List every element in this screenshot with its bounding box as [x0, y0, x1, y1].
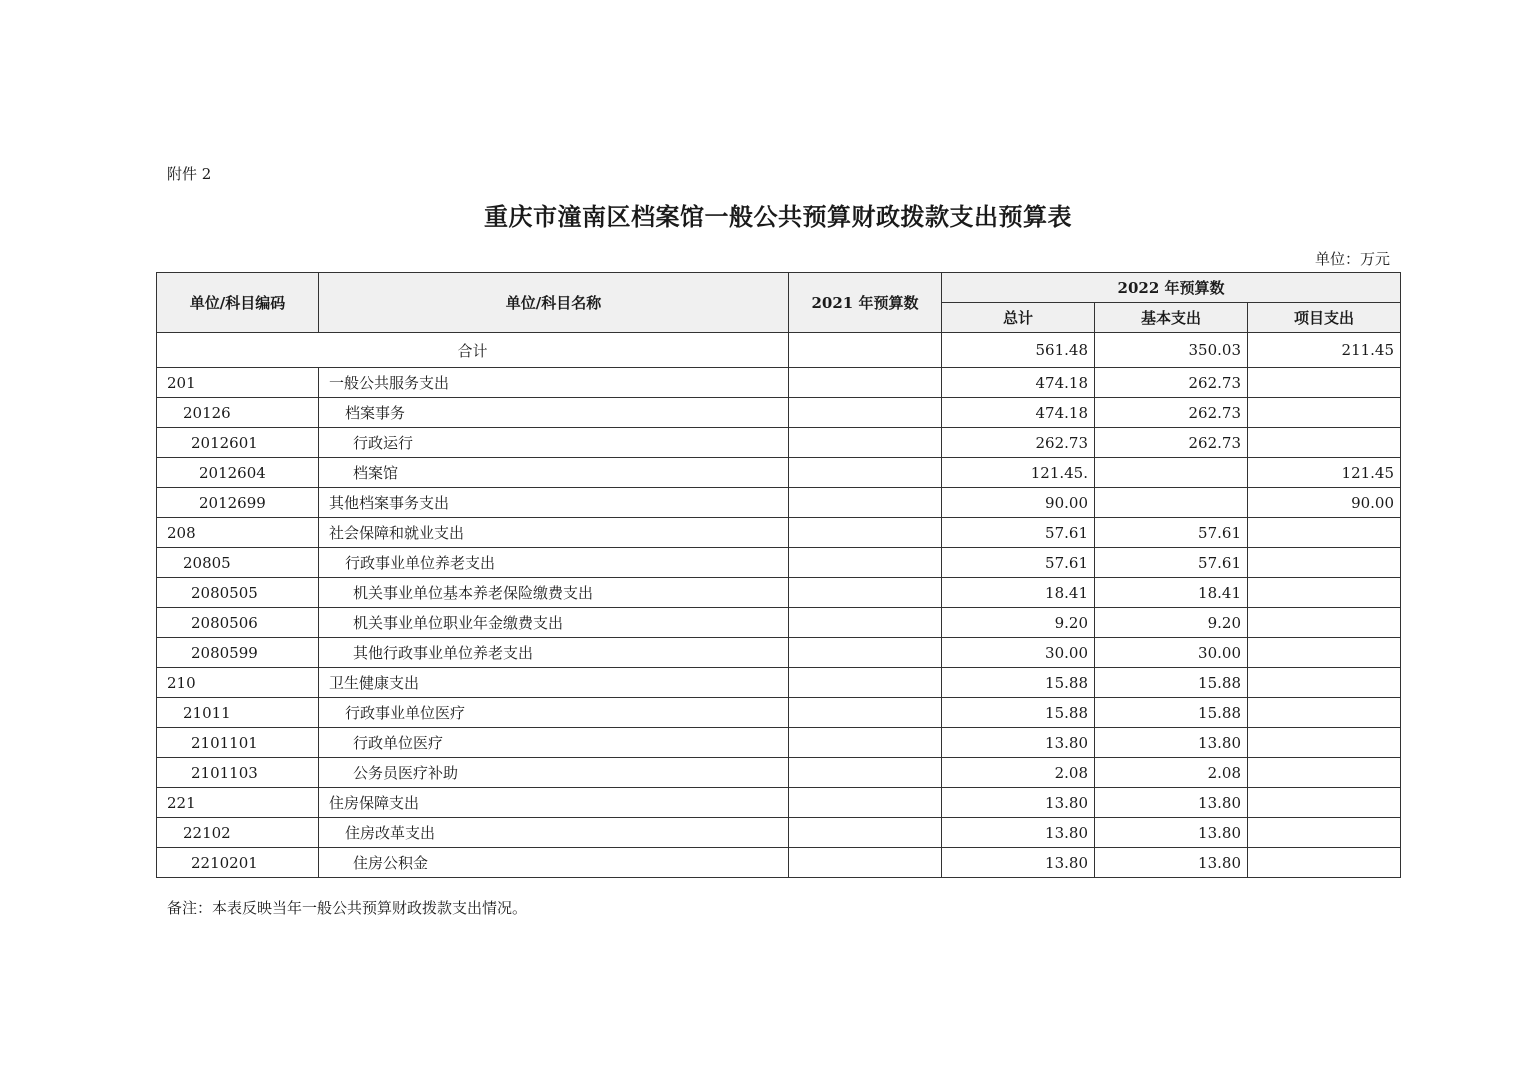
row-code: 201: [157, 368, 319, 398]
row-project: [1248, 578, 1401, 608]
row-total: 57.61: [942, 548, 1095, 578]
table-row: [157, 518, 1401, 548]
table-row: [157, 488, 1401, 518]
row-code: 2012699: [157, 488, 319, 518]
row-basic: 18.41: [1095, 578, 1248, 608]
table-row: [157, 848, 1401, 878]
row-total: 15.88: [942, 698, 1095, 728]
table-row: [157, 728, 1401, 758]
table-row: [157, 608, 1401, 638]
row-budget-2021: [789, 848, 942, 878]
row-budget-2021: [789, 518, 942, 548]
header-project: 项目支出: [1248, 303, 1401, 333]
row-name: 住房改革支出: [319, 818, 789, 848]
total-project: 211.45: [1248, 333, 1401, 368]
header-row-1: [157, 273, 1401, 303]
row-total: 121.45.: [942, 458, 1095, 488]
row-code: 22102: [157, 818, 319, 848]
row-code: 2012601: [157, 428, 319, 458]
row-name: 公务员医疗补助: [319, 758, 789, 788]
total-budget-2021: [789, 333, 942, 368]
row-project: [1248, 698, 1401, 728]
row-budget-2021: [789, 398, 942, 428]
row-basic: 2.08: [1095, 758, 1248, 788]
row-code: 2080599: [157, 638, 319, 668]
header-basic: 基本支出: [1095, 303, 1248, 333]
table-row: [157, 398, 1401, 428]
row-basic: 57.61: [1095, 548, 1248, 578]
row-budget-2021: [789, 818, 942, 848]
row-project: [1248, 788, 1401, 818]
row-budget-2021: [789, 458, 942, 488]
table-row: [157, 578, 1401, 608]
table-row: [157, 758, 1401, 788]
row-name: 机关事业单位职业年金缴费支出: [319, 608, 789, 638]
attachment-label: 附件 2: [167, 165, 212, 183]
row-total: 474.18: [942, 398, 1095, 428]
row-name: 档案事务: [319, 398, 789, 428]
row-budget-2021: [789, 698, 942, 728]
row-code: 210: [157, 668, 319, 698]
row-total: 90.00: [942, 488, 1095, 518]
row-code: 21011: [157, 698, 319, 728]
total-basic: 350.03: [1095, 333, 1248, 368]
header-budget-2022: 2022 年预算数: [942, 273, 1401, 303]
table-row: [157, 548, 1401, 578]
header-budget-2021: 2021 年预算数: [789, 273, 942, 333]
row-budget-2021: [789, 578, 942, 608]
header-name: 单位/科目名称: [319, 273, 789, 333]
table-row: [157, 458, 1401, 488]
row-code: 2210201: [157, 848, 319, 878]
page-title: 重庆市潼南区档案馆一般公共预算财政拨款支出预算表: [484, 202, 1072, 231]
row-name: 社会保障和就业支出: [319, 518, 789, 548]
row-total: 474.18: [942, 368, 1095, 398]
total-label: 合计: [157, 333, 789, 368]
row-name: 行政事业单位养老支出: [319, 548, 789, 578]
row-basic: 15.88: [1095, 698, 1248, 728]
row-basic: 13.80: [1095, 848, 1248, 878]
row-budget-2021: [789, 728, 942, 758]
row-code: 20805: [157, 548, 319, 578]
total-total: 561.48: [942, 333, 1095, 368]
unit-label: 单位：万元: [1314, 250, 1390, 268]
row-code: 2101103: [157, 758, 319, 788]
row-total: 13.80: [942, 728, 1095, 758]
row-budget-2021: [789, 788, 942, 818]
row-total: 262.73: [942, 428, 1095, 458]
footnote: 备注：本表反映当年一般公共预算财政拨款支出情况。: [167, 899, 528, 917]
row-project: [1248, 848, 1401, 878]
row-project: [1248, 368, 1401, 398]
row-total: 30.00: [942, 638, 1095, 668]
row-basic: 13.80: [1095, 728, 1248, 758]
table-row: [157, 638, 1401, 668]
row-total: 18.41: [942, 578, 1095, 608]
row-basic: 15.88: [1095, 668, 1248, 698]
row-budget-2021: [789, 638, 942, 668]
table-row: [157, 668, 1401, 698]
header-total: 总计: [942, 303, 1095, 333]
row-project: 90.00: [1248, 488, 1401, 518]
row-code: 2101101: [157, 728, 319, 758]
row-basic: 262.73: [1095, 428, 1248, 458]
budget-table: [156, 272, 1401, 878]
row-basic: 9.20: [1095, 608, 1248, 638]
row-name: 行政运行: [319, 428, 789, 458]
row-name: 行政事业单位医疗: [319, 698, 789, 728]
row-total: 9.20: [942, 608, 1095, 638]
row-budget-2021: [789, 668, 942, 698]
row-total: 13.80: [942, 818, 1095, 848]
row-basic: [1095, 458, 1248, 488]
row-total: 13.80: [942, 788, 1095, 818]
row-project: [1248, 638, 1401, 668]
table-row: [157, 428, 1401, 458]
row-total: 2.08: [942, 758, 1095, 788]
row-name: 其他行政事业单位养老支出: [319, 638, 789, 668]
row-basic: 57.61: [1095, 518, 1248, 548]
table-row: [157, 698, 1401, 728]
row-project: [1248, 548, 1401, 578]
row-code: 2080506: [157, 608, 319, 638]
table-row: [157, 368, 1401, 398]
row-basic: 13.80: [1095, 788, 1248, 818]
total-row: [157, 333, 1401, 368]
row-basic: 30.00: [1095, 638, 1248, 668]
row-budget-2021: [789, 548, 942, 578]
row-project: [1248, 428, 1401, 458]
row-budget-2021: [789, 428, 942, 458]
row-project: [1248, 608, 1401, 638]
row-name: 机关事业单位基本养老保险缴费支出: [319, 578, 789, 608]
row-code: 208: [157, 518, 319, 548]
row-project: [1248, 518, 1401, 548]
row-project: [1248, 398, 1401, 428]
row-name: 档案馆: [319, 458, 789, 488]
row-total: 57.61: [942, 518, 1095, 548]
row-total: 15.88: [942, 668, 1095, 698]
row-basic: 13.80: [1095, 818, 1248, 848]
row-project: [1248, 758, 1401, 788]
table-row: [157, 788, 1401, 818]
table-row: [157, 818, 1401, 848]
row-code: 2012604: [157, 458, 319, 488]
row-basic: [1095, 488, 1248, 518]
row-project: [1248, 728, 1401, 758]
row-project: [1248, 818, 1401, 848]
row-name: 住房保障支出: [319, 788, 789, 818]
row-name: 卫生健康支出: [319, 668, 789, 698]
row-name: 一般公共服务支出: [319, 368, 789, 398]
row-name: 住房公积金: [319, 848, 789, 878]
row-total: 13.80: [942, 848, 1095, 878]
row-budget-2021: [789, 608, 942, 638]
row-project: [1248, 668, 1401, 698]
row-code: 2080505: [157, 578, 319, 608]
row-name: 其他档案事务支出: [319, 488, 789, 518]
row-budget-2021: [789, 368, 942, 398]
row-code: 221: [157, 788, 319, 818]
row-name: 行政单位医疗: [319, 728, 789, 758]
row-code: 20126: [157, 398, 319, 428]
header-code: 单位/科目编码: [157, 273, 319, 333]
row-budget-2021: [789, 758, 942, 788]
row-basic: 262.73: [1095, 398, 1248, 428]
row-project: 121.45: [1248, 458, 1401, 488]
row-budget-2021: [789, 488, 942, 518]
row-basic: 262.73: [1095, 368, 1248, 398]
